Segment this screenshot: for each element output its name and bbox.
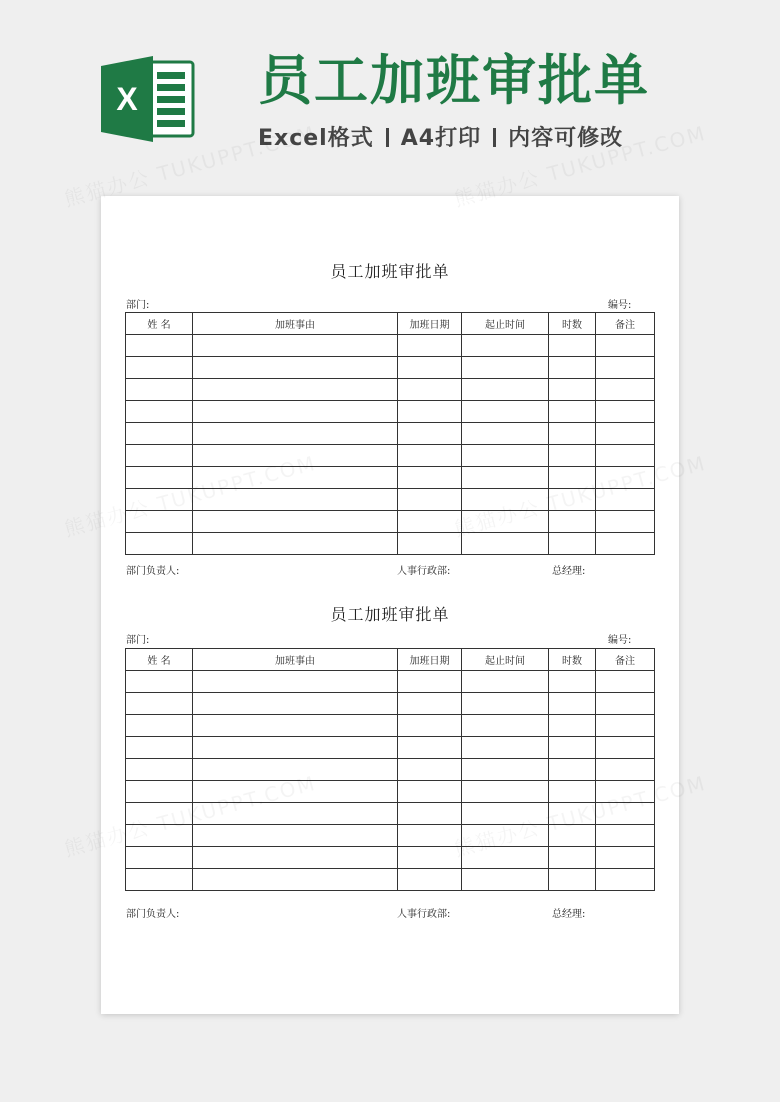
table-cell[interactable] [596, 379, 655, 401]
subtitle-editable: 内容可修改 [508, 126, 624, 151]
page-title: 员工加班审批单 [258, 49, 650, 112]
table-cell[interactable] [549, 445, 596, 467]
table-cell[interactable] [462, 715, 549, 737]
table-row [126, 489, 655, 511]
table-cell[interactable] [126, 693, 193, 715]
table-cell[interactable] [596, 357, 655, 379]
table-row [126, 781, 655, 803]
table-cell[interactable] [126, 445, 193, 467]
table-row [126, 715, 655, 737]
number-label: 编号: [608, 300, 632, 311]
table-cell[interactable] [596, 825, 655, 847]
col-header-date: 加班日期 [398, 313, 462, 335]
table-cell[interactable] [549, 803, 596, 825]
table-header-row [126, 313, 655, 335]
table-cell[interactable] [126, 847, 193, 869]
table-cell[interactable] [193, 825, 398, 847]
table-row [126, 737, 655, 759]
table-cell[interactable] [398, 781, 462, 803]
footer-dept-head: 部门负责人: [126, 909, 180, 920]
table-cell[interactable] [193, 423, 398, 445]
table-cell[interactable] [462, 511, 549, 533]
svg-text:X: X [116, 81, 138, 117]
table-cell[interactable] [193, 803, 398, 825]
table-cell[interactable] [193, 693, 398, 715]
table-row [126, 511, 655, 533]
table-cell[interactable] [398, 869, 462, 891]
separator [386, 128, 389, 147]
dept-label: 部门: [126, 300, 150, 311]
table-cell[interactable] [126, 781, 193, 803]
table-cell[interactable] [462, 737, 549, 759]
table-cell[interactable] [193, 869, 398, 891]
table-cell[interactable] [462, 847, 549, 869]
col-header-reason: 加班事由 [193, 313, 398, 335]
col-header-name: 姓 名 [126, 649, 193, 671]
table-cell[interactable] [549, 869, 596, 891]
table-cell[interactable] [126, 511, 193, 533]
table-cell[interactable] [126, 715, 193, 737]
table-cell[interactable] [596, 467, 655, 489]
separator [493, 128, 496, 147]
table-row [126, 847, 655, 869]
table-cell[interactable] [462, 693, 549, 715]
table-cell[interactable] [126, 423, 193, 445]
table-header-row [126, 649, 655, 671]
table-cell[interactable] [193, 335, 398, 357]
table-cell[interactable] [462, 379, 549, 401]
table-cell[interactable] [549, 511, 596, 533]
table-row [126, 533, 655, 555]
table-cell[interactable] [462, 869, 549, 891]
table-cell[interactable] [398, 511, 462, 533]
table-cell[interactable] [549, 693, 596, 715]
table-row [126, 693, 655, 715]
table-cell[interactable] [462, 335, 549, 357]
table-cell[interactable] [398, 445, 462, 467]
dept-label: 部门: [126, 635, 150, 646]
table-cell[interactable] [398, 803, 462, 825]
table-body [126, 671, 655, 891]
table-cell[interactable] [462, 357, 549, 379]
footer-hr-admin: 人事行政部: [397, 566, 451, 577]
overtime-table [125, 312, 655, 555]
table-cell[interactable] [126, 533, 193, 555]
col-header-remarks: 备注 [596, 649, 655, 671]
col-header-time-range: 起止时间 [462, 313, 549, 335]
excel-logo-icon [101, 56, 197, 142]
table-cell[interactable] [549, 715, 596, 737]
table-cell[interactable] [193, 489, 398, 511]
table-cell[interactable] [596, 445, 655, 467]
table-cell[interactable] [462, 759, 549, 781]
footer-general-manager: 总经理: [552, 566, 586, 577]
table-row [126, 423, 655, 445]
table-row [126, 869, 655, 891]
table-cell[interactable] [398, 357, 462, 379]
table-cell[interactable] [126, 379, 193, 401]
table-cell[interactable] [398, 715, 462, 737]
table-cell[interactable] [462, 467, 549, 489]
table-cell[interactable] [193, 715, 398, 737]
form-title: 员工加班审批单 [330, 262, 450, 281]
table-cell[interactable] [193, 533, 398, 555]
table-cell[interactable] [193, 847, 398, 869]
col-header-hours: 时数 [549, 313, 596, 335]
table-cell[interactable] [549, 467, 596, 489]
table-cell[interactable] [549, 489, 596, 511]
table-cell[interactable] [596, 489, 655, 511]
table-cell[interactable] [549, 825, 596, 847]
table-cell[interactable] [126, 671, 193, 693]
table-cell[interactable] [398, 533, 462, 555]
table-cell[interactable] [549, 423, 596, 445]
table-cell[interactable] [549, 335, 596, 357]
col-header-date: 加班日期 [398, 649, 462, 671]
table-cell[interactable] [549, 671, 596, 693]
table-cell[interactable] [398, 737, 462, 759]
table-cell[interactable] [462, 445, 549, 467]
table-row [126, 357, 655, 379]
table-cell[interactable] [596, 423, 655, 445]
table-cell[interactable] [193, 737, 398, 759]
number-label: 编号: [608, 635, 632, 646]
table-cell[interactable] [462, 781, 549, 803]
table-cell[interactable] [398, 489, 462, 511]
table-cell[interactable] [126, 825, 193, 847]
form-title: 员工加班审批单 [330, 605, 450, 624]
footer-general-manager: 总经理: [552, 909, 586, 920]
page-subtitle [258, 124, 623, 154]
footer-dept-head: 部门负责人: [126, 566, 180, 577]
table-row [126, 445, 655, 467]
table-cell[interactable] [126, 335, 193, 357]
table-cell[interactable] [596, 803, 655, 825]
table-cell[interactable] [126, 803, 193, 825]
col-header-name: 姓 名 [126, 313, 193, 335]
table-cell[interactable] [193, 401, 398, 423]
table-cell[interactable] [398, 467, 462, 489]
table-cell[interactable] [398, 759, 462, 781]
table-cell[interactable] [596, 401, 655, 423]
table-row [126, 379, 655, 401]
subtitle-print: A4打印 [400, 126, 482, 151]
table-cell[interactable] [193, 379, 398, 401]
subtitle-format: Excel格式 [258, 126, 374, 151]
table-row [126, 671, 655, 693]
table-cell[interactable] [596, 737, 655, 759]
table-cell[interactable] [596, 335, 655, 357]
table-cell[interactable] [596, 759, 655, 781]
table-cell[interactable] [462, 423, 549, 445]
table-row [126, 825, 655, 847]
table-cell[interactable] [193, 511, 398, 533]
table-cell[interactable] [596, 511, 655, 533]
table-row [126, 401, 655, 423]
table-cell[interactable] [596, 671, 655, 693]
table-cell[interactable] [549, 847, 596, 869]
table-cell[interactable] [193, 671, 398, 693]
table-row [126, 467, 655, 489]
table-cell[interactable] [596, 715, 655, 737]
table-cell[interactable] [398, 825, 462, 847]
footer-hr-admin: 人事行政部: [397, 909, 451, 920]
table-cell[interactable] [398, 847, 462, 869]
table-cell[interactable] [462, 671, 549, 693]
col-header-time-range: 起止时间 [462, 649, 549, 671]
table-cell[interactable] [462, 803, 549, 825]
table-body [126, 335, 655, 555]
table-cell[interactable] [193, 759, 398, 781]
table-cell[interactable] [126, 401, 193, 423]
table-cell[interactable] [126, 759, 193, 781]
table-cell[interactable] [549, 759, 596, 781]
table-cell[interactable] [126, 467, 193, 489]
overtime-table [125, 648, 655, 891]
table-cell[interactable] [462, 489, 549, 511]
table-row [126, 803, 655, 825]
table-cell[interactable] [596, 847, 655, 869]
table-cell[interactable] [462, 533, 549, 555]
table-cell[interactable] [398, 379, 462, 401]
table-row [126, 759, 655, 781]
table-cell[interactable] [398, 423, 462, 445]
table-cell[interactable] [549, 379, 596, 401]
col-header-remarks: 备注 [596, 313, 655, 335]
col-header-reason: 加班事由 [193, 649, 398, 671]
table-cell[interactable] [549, 533, 596, 555]
table-cell[interactable] [549, 737, 596, 759]
table-cell[interactable] [549, 401, 596, 423]
table-cell[interactable] [126, 869, 193, 891]
table-cell[interactable] [193, 357, 398, 379]
table-cell[interactable] [462, 401, 549, 423]
table-cell[interactable] [398, 671, 462, 693]
table-cell[interactable] [549, 781, 596, 803]
table-cell[interactable] [596, 781, 655, 803]
table-cell[interactable] [596, 869, 655, 891]
table-row [126, 335, 655, 357]
table-cell[interactable] [596, 693, 655, 715]
table-cell[interactable] [193, 781, 398, 803]
table-cell[interactable] [193, 445, 398, 467]
table-cell[interactable] [398, 401, 462, 423]
table-cell[interactable] [126, 489, 193, 511]
table-cell[interactable] [549, 357, 596, 379]
document-page [101, 196, 679, 1014]
table-cell[interactable] [462, 825, 549, 847]
table-cell[interactable] [398, 335, 462, 357]
table-cell[interactable] [398, 693, 462, 715]
table-cell[interactable] [193, 467, 398, 489]
table-cell[interactable] [596, 533, 655, 555]
table-cell[interactable] [126, 737, 193, 759]
table-cell[interactable] [126, 357, 193, 379]
col-header-hours: 时数 [549, 649, 596, 671]
